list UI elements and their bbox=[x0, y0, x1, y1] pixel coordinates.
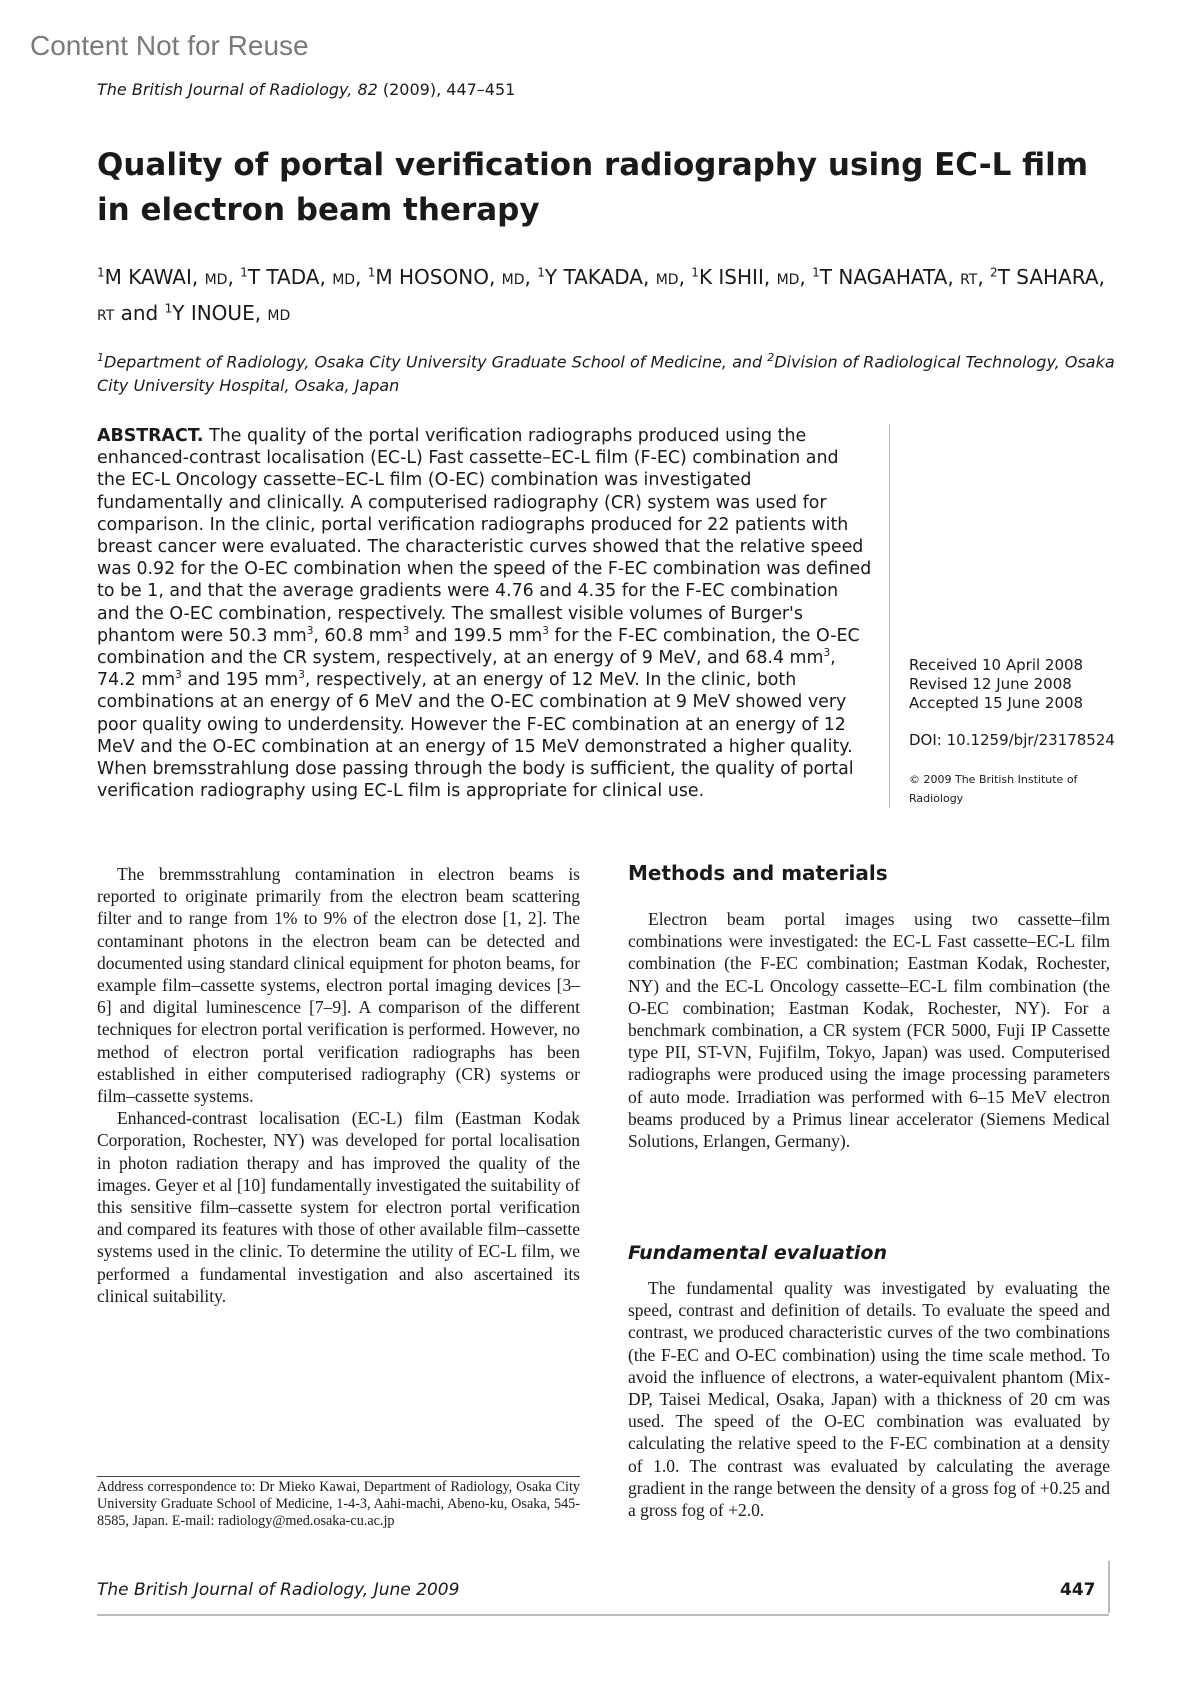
abstract bbox=[97, 425, 872, 802]
author-degree: MD bbox=[776, 271, 800, 288]
author: $^1$K ISHII, MD, bbox=[691, 264, 813, 289]
author-affil-sup: 1 bbox=[97, 265, 105, 279]
copyright-line-1: © 2009 The British Institute of bbox=[909, 773, 1078, 786]
author-affil-sup: 2 bbox=[990, 265, 998, 279]
author-separator: , bbox=[227, 264, 241, 289]
abstract-text-3: and 199.5 mm bbox=[409, 625, 543, 646]
fundamental-column bbox=[628, 1277, 1110, 1521]
cube-sup: 3 bbox=[306, 625, 314, 638]
abstract-text-5: , 74.2 mm bbox=[97, 648, 836, 691]
abstract-label: ABSTRACT. bbox=[97, 426, 204, 446]
author-name: Y TAKADA bbox=[544, 264, 643, 289]
author-name: T NAGAHATA bbox=[819, 264, 948, 289]
author-name: K ISHII bbox=[698, 264, 764, 289]
abstract-text-4: for the F-EC combination, the O-EC combination and the CR system, respectively, at an energy of 9 MeV, and 68.4 mm bbox=[97, 625, 860, 669]
affil-sup-2: 2 bbox=[767, 351, 775, 364]
author-degree: RT bbox=[960, 271, 978, 288]
copyright-line-2: Radiology bbox=[909, 792, 964, 805]
author-name: M HOSONO bbox=[375, 264, 489, 289]
author: $^1$M HOSONO, MD, bbox=[367, 264, 538, 289]
intro-paragraph-1: The bremmsstrahlung contamination in electron beams is reported to originate primarily from the electron beam scattering filter and to range from 1% to 9% of the electron dose [1, 2]. The contaminant photons in the electron beam can be detected and documented using standard clinical equipment for photon beams, for example film–cassette systems, electron portal imaging devices [3–6] and digital luminescence [7–9]. A comparison of the different techniques for electron portal verification is performed. However, no method of electron portal verification radiographs has been established in either computerised radiography (CR) systems or film–cassette systems. bbox=[97, 864, 580, 1107]
author-name: Y INOUE bbox=[172, 301, 255, 326]
author-degree: MD bbox=[332, 271, 356, 288]
citation-volume: 82 bbox=[357, 80, 378, 99]
author-affil-sup: 1 bbox=[812, 265, 820, 279]
fundamental-paragraph: The fundamental quality was investigated by evaluating the speed, contrast and definition of details. To evaluate the speed and contrast, we produced characteristic curves of the two combinations (the F-EC and O-EC combination) using the time scale method. To avoid the influence of electrons, a water-equivalent phantom (Mix-DP, Taisei Medical, Osaka, Japan) with a thickness of 20 cm was used. The speed of the O-EC combination was evaluated by calculating the relative speed to the F-EC combination at a density of 1.0. The contrast was evaluated by calculating the average gradient in the range between the density of a gross fog of +0.25 and a gross fog of +2.0. bbox=[628, 1278, 1110, 1521]
author: $^1$T TADA, MD, bbox=[240, 264, 368, 289]
footer-rule bbox=[97, 1614, 1109, 1616]
author: $^2$T SAHARA, RT and bbox=[97, 264, 1105, 326]
author-degree: RT bbox=[97, 308, 115, 325]
author-separator: , bbox=[799, 264, 813, 289]
address-divider bbox=[97, 1476, 580, 1477]
citation-journal: The British Journal of Radiology, bbox=[97, 80, 358, 99]
intro-paragraph-2: Enhanced-contrast localisation (EC-L) film (Eastman Kodak Corporation, Rochester, NY) was developed for portal localisation in photon radiation therapy and has improved the quality of the images. Geyer et al [10] fundamentally investigated the suitability of this sensitive film–cassette system for electron portal verification and compared its features with those of other available film–cassette systems used in the clinic. To determine the utility of EC-L film, we performed a fundamental investigation and also ascertained its clinical suitability. bbox=[97, 1108, 580, 1306]
subheading-fundamental-evaluation: Fundamental evaluation bbox=[628, 1242, 888, 1264]
affil-part-1: Department of Radiology, Osaka City University Graduate School of Medicine, and bbox=[104, 352, 768, 372]
author-name: T SAHARA bbox=[997, 264, 1099, 289]
author: $^1$Y INOUE, MD bbox=[164, 301, 291, 326]
author-separator: and bbox=[114, 301, 165, 326]
author-separator: , bbox=[977, 264, 991, 289]
copyright bbox=[909, 770, 1109, 808]
cube-sup: 3 bbox=[298, 669, 305, 682]
author-affil-sup: 1 bbox=[240, 265, 248, 279]
affil-part-2: Division of Radiological Technology, Osaka City University Hospital, Osaka, Japan bbox=[97, 352, 1115, 396]
abstract-text-6: and 195 mm bbox=[181, 670, 299, 691]
affiliations bbox=[97, 346, 1127, 398]
article-title: Quality of portal verification radiography using EC-L film in electron beam therapy bbox=[97, 147, 1089, 228]
cube-sup: 3 bbox=[175, 669, 182, 682]
author-affil-sup: 1 bbox=[537, 265, 545, 279]
accepted-date: Accepted 15 June 2008 bbox=[909, 694, 1084, 712]
cube-sup: 3 bbox=[402, 625, 410, 638]
doi[interactable]: DOI: 10.1259/bjr/23178524 bbox=[909, 731, 1115, 749]
page-number: 447 bbox=[1060, 1580, 1096, 1600]
author-affil-sup: 1 bbox=[164, 301, 173, 316]
cube-sup: 3 bbox=[542, 625, 549, 638]
author-degree: MD bbox=[204, 271, 228, 288]
author: $^1$Y TAKADA, MD, bbox=[537, 264, 692, 289]
author-degree: MD bbox=[655, 271, 679, 288]
correspondence-address: Address correspondence to: Dr Mieko Kawai, Department of Radiology, Osaka City University Graduate School of Medicine, 1-4-3, Aahi-machi, Abeno-ku, Osaka, 545-8585, Japan. E-mail: radiology@med.osaka-cu.ac.jp bbox=[97, 1479, 580, 1529]
abstract-divider bbox=[889, 424, 890, 808]
author-degree: MD bbox=[501, 271, 525, 288]
abstract-text-2: , 60.8 mm bbox=[313, 625, 403, 646]
author-separator: , bbox=[524, 264, 538, 289]
article-dates bbox=[909, 656, 1083, 713]
author-name: M KAWAI bbox=[104, 264, 192, 289]
author-name: T TADA bbox=[247, 264, 320, 289]
author: $^1$T NAGAHATA, RT, bbox=[812, 264, 991, 289]
footer-journal: The British Journal of Radiology, June 2009 bbox=[97, 1580, 460, 1600]
methods-paragraph: Electron beam portal images using two cassette–film combinations were investigated: the EC-L Fast cassette–EC-L film combination (the F-EC combination; Eastman Kodak, Rochester, NY) and the EC-L Oncology cassette–EC-L film combination (the O-EC combination; Eastman Kodak, Rochester, NY). For a benchmark combination, a CR system (FCR 5000, Fuji IP Cassette type PII, ST-VN, Fujifilm, Tokyo, Japan) was used. Computerised radiographs were produced using the image processing parameters of auto mode. Irradiation was performed with 6–15 MeV electron beams produced by a Primus linear accelerator (Siemens Medical Solutions, Erlangen, Germany). bbox=[628, 909, 1110, 1152]
section-heading-methods: Methods and materials bbox=[628, 861, 888, 885]
journal-citation bbox=[97, 80, 515, 99]
watermark: Content Not for Reuse bbox=[30, 30, 309, 61]
author-separator: , bbox=[678, 264, 692, 289]
author: $^1$M KAWAI, MD, bbox=[97, 264, 241, 289]
citation-rest: (2009), 447–451 bbox=[377, 80, 516, 99]
author-separator: , bbox=[355, 264, 368, 289]
footer-rule-vertical bbox=[1108, 1561, 1110, 1613]
abstract-text-1: The quality of the portal verification radiographs produced using the enhanced-contrast localisation (EC-L) Fast cassette–EC-L film (F-EC) combination and the EC-L Oncology cassette–EC-L film (O-EC) combination was investigated fundamentally and clinically. A computerised radiography (CR) system was used for comparison. In the clinic, portal verification radiographs produced for 22 patients with breast cancer were evaluated. The characteristic curves showed that the relative speed was 0.92 for the O-EC combination when the speed of the F-EC combination was defined to be 1, and that the average gradients were 4.76 and 4.35 for the F-EC combination and the O-EC combination, respectively. The smallest visible volumes of Burger's phantom were 50.3 mm bbox=[97, 426, 872, 646]
author-affil-sup: 1 bbox=[367, 265, 376, 279]
revised-date: Revised 12 June 2008 bbox=[909, 675, 1072, 693]
cube-sup: 3 bbox=[823, 647, 831, 660]
author-degree: MD bbox=[267, 308, 291, 325]
abstract-text-7: , respectively, at an energy of 12 MeV. In the clinic, both combinations at an energy of 6 MeV and the O-EC combination at 9 MeV showed very poor quality owing to underdensity. However the F-EC combination at an energy of 12 MeV and the O-EC combination at an energy of 15 MeV demonstrated a higher quality. When bremsstrahlung dose passing through the body is sufficient, the quality of portal verification radiography using EC-L film is appropriate for clinical use. bbox=[97, 670, 854, 802]
methods-column bbox=[628, 908, 1110, 1152]
affil-sup-1: 1 bbox=[97, 351, 104, 364]
author-affil-sup: 1 bbox=[691, 265, 699, 279]
author-list bbox=[97, 258, 1127, 331]
body-left-column bbox=[97, 863, 580, 1307]
received-date: Received 10 April 2008 bbox=[909, 656, 1084, 674]
